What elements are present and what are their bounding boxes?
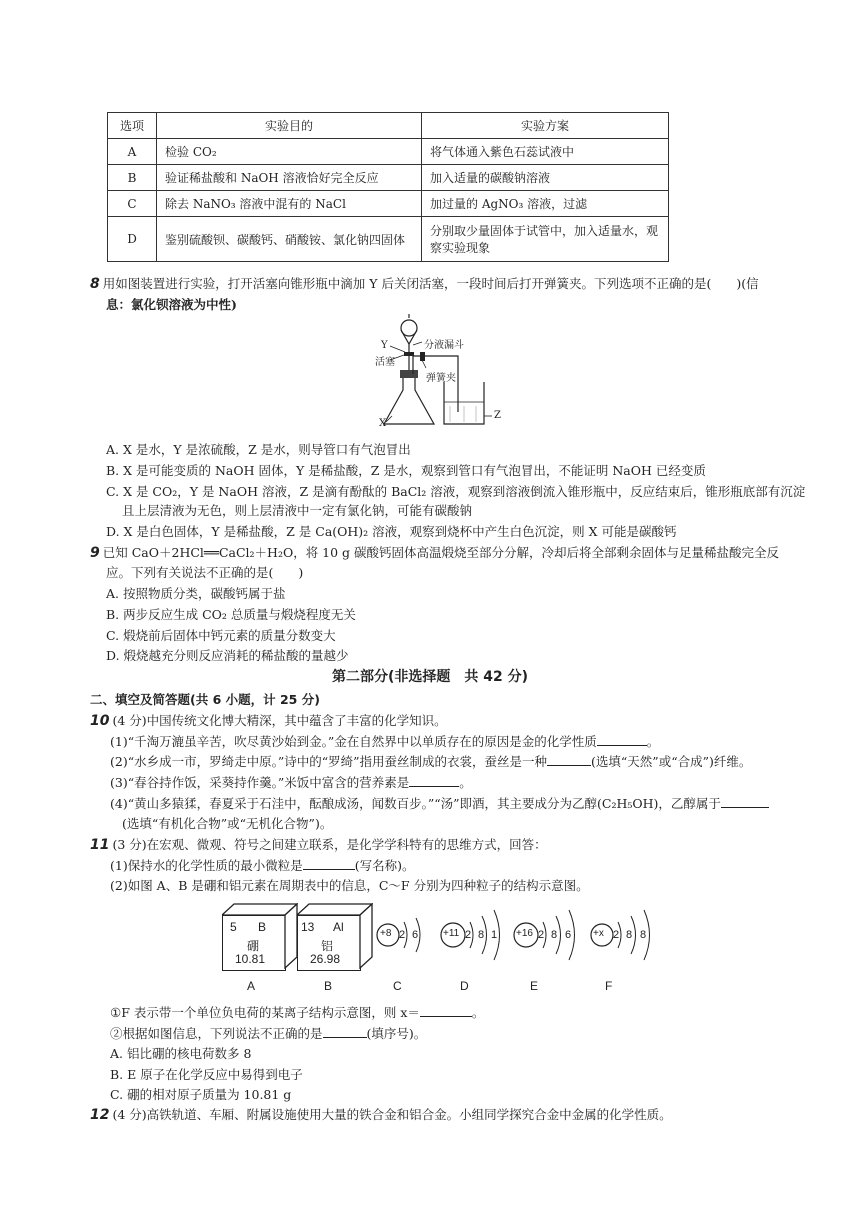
- figure-label-stopcock: 活塞: [375, 357, 395, 368]
- element-name: 硼: [247, 939, 260, 953]
- q11-part2: (2)如图 A、B 是硼和铝元素在周期表中的信息，C～F 分别为四种粒子的结构示意图。: [110, 878, 589, 893]
- figure-label-funnel: 分液漏斗: [424, 340, 464, 351]
- table-header: 选项: [108, 113, 157, 139]
- q11-stem: [90, 835, 547, 853]
- table-cell: B: [108, 165, 157, 191]
- q10-part4: (4)“黄山多猿猱，春夏采于石洼中，酝酿成汤，闻数百步。”“汤”即酒，其主要成分为乙醇(C₂H₅OH)，乙醇属于: [110, 794, 769, 812]
- q11-option-c: C. 硼的相对原子质量为 10.81 g: [110, 1087, 292, 1102]
- figure-letter: B: [324, 979, 333, 993]
- table-cell: 将气体通入紫色石蕊试液中: [422, 139, 669, 165]
- q8-option-c-cont: 且上层清液为无色，则上层清液中一定有氯化钠，可能有碳酸钠: [122, 503, 473, 518]
- q10-part3: (3)“春谷持作饭，采葵持作羹。”米饭中富含的营养素是 。: [110, 775, 472, 790]
- table-header: 实验方案: [422, 113, 669, 139]
- answer-blank[interactable]: [303, 857, 355, 870]
- q11-option-a: A. 铝比硼的核电荷数多 8: [110, 1046, 252, 1061]
- q10-part4-cont: (选填“有机化合物”或“无机化合物”)。: [122, 816, 333, 831]
- table-cell: A: [108, 139, 157, 165]
- q8-option-c: C. X 是 CO₂，Y 是 NaOH 溶液，Z 是滴有酚酞的 BaCl₂ 溶液，观察到溶液倒流入锥形瓶中，反应结束后，锥形瓶底部有沉淀: [106, 484, 806, 499]
- q10-stem: [90, 711, 447, 729]
- table-cell: 除去 NaNO₃ 溶液中混有的 NaCl: [157, 191, 422, 217]
- q8-stem-note: 息：氯化钡溶液为中性): [106, 297, 237, 312]
- question-number: 12: [90, 1107, 110, 1123]
- table-row: [108, 191, 669, 217]
- q9-option-a: A. 按照物质分类，碳酸钙属于盐: [106, 586, 286, 601]
- q11-sub2: ②根据如图信息，下列说法不正确的是 (填序号)。: [110, 1026, 427, 1041]
- figure-letter: E: [530, 979, 539, 993]
- experiment-table: [107, 112, 669, 262]
- shell-electrons: 6: [412, 929, 419, 941]
- nucleus-charge: +x: [593, 928, 604, 939]
- shell-electrons: 8: [551, 929, 558, 941]
- shell-electrons: 6: [565, 929, 572, 941]
- figure-letter: D: [460, 979, 469, 993]
- table-cell: 分别取少量固体于试管中，加入适量水，观察实验现象: [422, 217, 669, 262]
- q11-stem-text: (3 分)在宏观、微观、符号之间建立联系，是化学学科特有的思维方式，回答：: [112, 837, 547, 852]
- element-mass: 10.81: [235, 952, 266, 966]
- q9-option-d: D. 煅烧越充分则反应消耗的稀盐酸的量越少: [106, 648, 349, 663]
- answer-blank[interactable]: [547, 753, 591, 766]
- shell-electrons: 2: [538, 929, 545, 941]
- element-number: 13: [301, 920, 315, 934]
- shell-electrons: 8: [478, 929, 485, 941]
- q9-stem: [90, 543, 779, 561]
- q11-option-b: B. E 原子在化学反应中易得到电子: [110, 1067, 303, 1082]
- q10-stem-text: (4 分)中国传统文化博大精深，其中蕴含了丰富的化学知识。: [112, 713, 447, 728]
- answer-blank[interactable]: [597, 733, 647, 746]
- answer-blank[interactable]: [721, 795, 769, 808]
- q11-sub1: ①F 表示带一个单位负电荷的某离子结构示意图，则 x＝ 。: [110, 1005, 485, 1020]
- figure-letter: A: [247, 979, 256, 993]
- figure-label-clip: 弹簧夹: [426, 373, 456, 384]
- table-cell: 鉴别硫酸钡、碳酸钙、硝酸铵、氯化钠四固体: [157, 217, 422, 262]
- table-header: 实验目的: [157, 113, 422, 139]
- element-symbol: B: [258, 920, 267, 934]
- shell-electrons: 1: [491, 929, 498, 941]
- table-cell: C: [108, 191, 157, 217]
- element-mass: 26.98: [310, 952, 341, 966]
- section-subtitle: 二、填空及简答题(共 6 小题，计 25 分): [90, 692, 320, 707]
- q9-option-c: C. 煅烧前后固体中钙元素的质量分数变大: [106, 628, 336, 643]
- table-cell: 加过量的 AgNO₃ 溶液，过滤: [422, 191, 669, 217]
- shell-electrons: 2: [399, 929, 406, 941]
- figure-label-y: Y: [381, 340, 388, 351]
- nucleus-charge: +16: [516, 928, 533, 939]
- q9-stem-text: 已知 CaO＋2HCl══CaCl₂＋H₂O，将 10 g 碳酸钙固体高温煅烧至部分分解，冷却后将全部剩余固体与足量稀盐酸完全反: [102, 545, 780, 560]
- shell-electrons: 8: [626, 929, 633, 941]
- nucleus-charge: +8: [380, 928, 392, 939]
- q11-part1: (1)保持水的化学性质的最小微粒是 (写名称)。: [110, 858, 415, 873]
- table-cell: 加入适量的碳酸钠溶液: [422, 165, 669, 191]
- shell-electrons: 2: [613, 929, 620, 941]
- q8-stem: [90, 274, 759, 292]
- table-cell: D: [108, 217, 157, 262]
- section-title: 第二部分(非选择题 共 42 分): [331, 669, 529, 685]
- question-number: 11: [90, 837, 110, 853]
- table-cell: 检验 CO₂: [157, 139, 422, 165]
- element-number: 5: [230, 920, 237, 934]
- table-row: [108, 165, 669, 191]
- table-row: [108, 217, 669, 262]
- question-number: 9: [90, 545, 100, 561]
- element-name: 铝: [321, 939, 334, 953]
- question-number: 10: [90, 713, 110, 729]
- q9-stem-cont: 应。下列有关说法不正确的是( ): [106, 565, 304, 580]
- q8-option-a: A. X 是水，Y 是浓硫酸，Z 是水，则导管口有气泡冒出: [106, 442, 411, 457]
- nucleus-charge: +11: [443, 928, 460, 939]
- q10-part1: (1)“千淘万漉虽辛苦，吹尽黄沙始到金。”金在自然界中以单质存在的原因是金的化学性质 。: [110, 734, 660, 749]
- question-number: 8: [90, 276, 100, 292]
- q9-option-b: B. 两步反应生成 CO₂ 总质量与煅烧程度无关: [106, 607, 356, 622]
- shell-electrons: 2: [465, 929, 472, 941]
- answer-blank[interactable]: [409, 774, 459, 787]
- table-row: [108, 139, 669, 165]
- answer-blank[interactable]: [420, 1004, 472, 1017]
- q8-option-d: D. X 是白色固体，Y 是稀盐酸，Z 是 Ca(OH)₂ 溶液，观察到烧杯中产生白色沉淀，则 X 可能是碳酸钙: [106, 524, 677, 539]
- q12-stem-text: (4 分)高铁轨道、车厢、附属设施使用大量的铁合金和铝合金。小组同学探究合金中金属的化学性质。: [112, 1107, 672, 1122]
- q8-option-b: B. X 是可能变质的 NaOH 固体，Y 是稀盐酸，Z 是水，观察到管口有气泡冒出，不能证明 NaOH 已经变质: [106, 463, 706, 478]
- shell-electrons: 8: [640, 929, 647, 941]
- figure-label-x: X: [379, 418, 387, 429]
- table-cell: 验证稀盐酸和 NaOH 溶液恰好完全反应: [157, 165, 422, 191]
- q12-stem: [90, 1105, 672, 1123]
- figure-letter: C: [393, 979, 402, 993]
- q10-part2: (2)“水乡成一市，罗绮走中原。”诗中的“罗绮”指用蚕丝制成的衣裳，蚕丝是一种 (选填“天然”或“合成”)纤维。: [110, 754, 752, 769]
- answer-blank[interactable]: [323, 1025, 367, 1038]
- element-symbol: Al: [333, 920, 344, 934]
- q8-stem-text: 用如图装置进行实验，打开活塞向锥形瓶中滴加 Y 后关闭活塞，一段时间后打开弹簧夹。下列选项不正确的是( )(信: [102, 276, 759, 291]
- figure-label-z: Z: [494, 410, 501, 421]
- figure-letter: F: [605, 979, 613, 993]
- table-header-row: [108, 113, 669, 139]
